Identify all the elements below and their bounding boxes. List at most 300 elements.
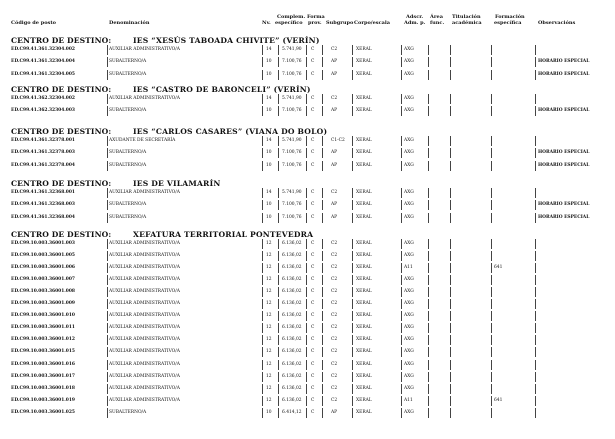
cell-divider [535, 384, 536, 394]
cell-sub: C2 [331, 253, 338, 259]
cell-divider [278, 311, 279, 321]
cell-divider [491, 239, 492, 249]
cell-divider [428, 200, 429, 210]
cell-divider [107, 360, 108, 370]
cell-divider [450, 360, 451, 370]
cell-forma: C [311, 301, 315, 307]
cell-divider [278, 335, 279, 345]
cell-divider [107, 70, 108, 80]
cell-divider [322, 335, 323, 345]
table-row [0, 199, 615, 210]
cell-divider [401, 200, 402, 210]
cell-divider [278, 57, 279, 67]
cell-divider [428, 263, 429, 273]
cell-adscr: AXG [404, 190, 414, 195]
cell-niv: 12 [266, 277, 272, 283]
cell-divider [107, 188, 108, 198]
section-name: IES “CARLOS CASARES” (VIANA DO BOLO) [133, 127, 328, 136]
cell-divider [306, 239, 307, 249]
cell-forma: C [311, 289, 315, 295]
cell-adscr: AXG [404, 71, 414, 77]
cell-code: ED.C99.41.361.32378.004 [11, 162, 75, 168]
cell-divider [322, 323, 323, 333]
cell-adscr: AXG [404, 138, 414, 143]
cell-forma: C [311, 325, 315, 331]
cell-divider [107, 106, 108, 116]
cell-corpo: XERAL [356, 47, 372, 52]
cell-denom: AUXILIAR ADMINISTRATIVO/A [109, 265, 180, 271]
cell-niv: 12 [266, 289, 272, 295]
cell-divider [450, 200, 451, 210]
cell-divider [450, 335, 451, 345]
section-name: IES “XESÚS TABOADA CHIVITE” (VERÍN) [133, 36, 320, 45]
cell-divider [428, 384, 429, 394]
cell-divider [352, 239, 353, 249]
cell-divider [535, 275, 536, 285]
cell-divider [428, 136, 429, 146]
cell-divider [107, 200, 108, 210]
cell-denom: SUBALTERNO/A [109, 162, 147, 168]
cell-divider [306, 148, 307, 158]
cell-divider [107, 148, 108, 158]
cell-divider [401, 347, 402, 357]
cell-corpo: XERAL [356, 190, 372, 195]
cell-divider [322, 106, 323, 116]
cell-denom: AUXILIAR ADMINISTRATIVO/A [109, 337, 180, 343]
cell-divider [428, 57, 429, 67]
table-row [0, 262, 615, 273]
cell-denom: AUXILIAR ADMINISTRATIVO/A [109, 373, 180, 379]
header-observacions: Observacións [538, 20, 576, 26]
cell-divider [450, 347, 451, 357]
table-row [0, 407, 615, 418]
cell-corpo: XERAL [356, 162, 372, 168]
cell-code: ED.C99.41.362.32304.002 [11, 96, 75, 101]
cell-divider [278, 200, 279, 210]
cell-divider [262, 239, 263, 249]
cell-code: ED.C99.41.361.32368.004 [11, 214, 75, 220]
cell-divider [535, 287, 536, 297]
cell-comp: 6.136,02 [282, 397, 302, 403]
cell-divider [352, 70, 353, 80]
cell-divider [491, 299, 492, 309]
cell-divider [262, 335, 263, 345]
table-row [0, 310, 615, 321]
cell-divider [262, 213, 263, 223]
cell-sub: C2 [331, 96, 338, 101]
cell-denom: AUXILIAR ADMINISTRATIVO/A [109, 397, 180, 403]
section-name: IES DE VILAMARÍN [133, 179, 221, 188]
cell-divider [352, 213, 353, 223]
cell-comp: 6.136,02 [282, 373, 302, 379]
table-row [0, 69, 615, 80]
cell-divider [401, 263, 402, 273]
cell-niv: 12 [266, 397, 272, 403]
cell-comp: 7.100,76 [282, 150, 302, 156]
section-name: IES “CASTRO DE BARONCELI” (VERÍN) [133, 85, 311, 94]
cell-divider [278, 287, 279, 297]
cell-divider [322, 136, 323, 146]
header-titulacion-2: académica [452, 20, 482, 26]
header-subgrupo: Subgrupo [326, 20, 354, 26]
cell-comp: 6.136,02 [282, 325, 302, 331]
cell-forma: C [311, 337, 315, 343]
cell-adscr: AXG [404, 301, 414, 307]
cell-code: ED.C99.10.003.36001.009 [11, 301, 75, 307]
cell-divider [352, 188, 353, 198]
cell-divider [352, 360, 353, 370]
cell-divider [428, 360, 429, 370]
cell-denom: SUBALTERNO/A [109, 108, 147, 114]
cell-divider [278, 136, 279, 146]
cell-sub: C2 [331, 241, 338, 246]
cell-denom: AUXILIAR ADMINISTRATIVO/A [109, 96, 180, 101]
cell-divider [262, 45, 263, 55]
cell-adscr: AXG [404, 361, 414, 367]
cell-divider [262, 200, 263, 210]
cell-divider [306, 287, 307, 297]
cell-sub: C2 [331, 385, 338, 391]
cell-comp: 5.741,90 [282, 47, 302, 52]
section-label: CENTRO DE DESTINO: [11, 230, 112, 239]
cell-niv: 10 [266, 59, 272, 65]
cell-divider [262, 263, 263, 273]
cell-divider [450, 213, 451, 223]
cell-denom: AUXILIAR ADMINISTRATIVO/A [109, 277, 180, 283]
cell-divider [450, 311, 451, 321]
cell-niv: 10 [266, 214, 272, 220]
header-adscr-2: Adm. p. [404, 20, 426, 26]
cell-divider [450, 384, 451, 394]
table-row [0, 359, 615, 370]
cell-corpo: XERAL [356, 96, 372, 101]
cell-forma: C [311, 190, 315, 195]
cell-niv: 10 [266, 108, 272, 114]
cell-niv: 10 [266, 409, 272, 415]
cell-divider [306, 323, 307, 333]
cell-denom: AUXILIAR ADMINISTRATIVO/A [109, 253, 180, 259]
cell-sub: C2 [331, 397, 338, 403]
cell-comp: 6.136,02 [282, 289, 302, 295]
table-row [0, 238, 615, 249]
cell-corpo: XERAL [356, 289, 372, 295]
cell-niv: 14 [266, 96, 272, 101]
cell-divider [107, 263, 108, 273]
cell-divider [262, 408, 263, 418]
header-niv: Nv. [262, 20, 271, 26]
cell-comp: 6.136,02 [282, 241, 302, 246]
cell-divider [107, 299, 108, 309]
table-row [0, 286, 615, 297]
cell-divider [107, 161, 108, 171]
cell-divider [428, 188, 429, 198]
cell-divider [262, 161, 263, 171]
cell-divider [491, 372, 492, 382]
cell-divider [306, 45, 307, 55]
cell-divider [491, 148, 492, 158]
cell-code: ED.C99.41.361.32368.003 [11, 202, 75, 208]
cell-divider [278, 372, 279, 382]
cell-denom: AUXILIAR ADMINISTRATIVO/A [109, 241, 180, 246]
cell-corpo: XERAL [356, 108, 372, 114]
cell-divider [278, 347, 279, 357]
cell-denom: AUXILIAR ADMINISTRATIVO/A [109, 190, 180, 195]
cell-divider [352, 136, 353, 146]
cell-divider [107, 275, 108, 285]
cell-code: ED.C99.10.003.36001.011 [11, 325, 75, 331]
cell-code: ED.C99.10.003.36001.025 [11, 409, 75, 415]
cell-divider [262, 70, 263, 80]
cell-obs: HORARIO ESPECIAL [538, 71, 590, 77]
cell-divider [322, 299, 323, 309]
cell-divider [401, 188, 402, 198]
cell-divider [322, 347, 323, 357]
cell-divider [535, 347, 536, 357]
cell-divider [401, 239, 402, 249]
cell-sub: AP [331, 409, 338, 415]
cell-divider [491, 70, 492, 80]
cell-divider [322, 94, 323, 104]
cell-forma: C [311, 409, 315, 415]
cell-divider [107, 136, 108, 146]
cell-adscr: AXG [404, 253, 414, 259]
cell-divider [535, 94, 536, 104]
cell-divider [491, 335, 492, 345]
cell-divider [352, 311, 353, 321]
cell-divider [278, 161, 279, 171]
cell-adscr: A11 [404, 397, 413, 403]
table-row [0, 298, 615, 309]
cell-divider [491, 311, 492, 321]
cell-divider [535, 200, 536, 210]
cell-denom: AUXILIAR ADMINISTRATIVO/A [109, 325, 180, 331]
cell-divider [306, 251, 307, 261]
cell-divider [450, 136, 451, 146]
cell-divider [306, 384, 307, 394]
cell-denom: AUXILIAR ADMINISTRATIVO/A [109, 313, 180, 319]
cell-adscr: A11 [404, 265, 413, 271]
cell-corpo: XERAL [356, 59, 372, 65]
cell-divider [107, 323, 108, 333]
cell-denom: SUBALTERNO/A [109, 214, 147, 220]
cell-divider [278, 408, 279, 418]
cell-divider [306, 408, 307, 418]
cell-divider [491, 396, 492, 406]
cell-comp: 7.100,76 [282, 214, 302, 220]
cell-divider [322, 239, 323, 249]
cell-divider [322, 275, 323, 285]
cell-sub: C2 [331, 361, 338, 367]
cell-divider [401, 161, 402, 171]
cell-divider [401, 323, 402, 333]
cell-divider [262, 148, 263, 158]
cell-adscr: AXG [404, 385, 414, 391]
cell-divider [352, 57, 353, 67]
cell-forma: C [311, 47, 315, 52]
cell-divider [107, 311, 108, 321]
cell-divider [278, 239, 279, 249]
cell-divider [306, 396, 307, 406]
table-row [0, 395, 615, 406]
cell-divider [352, 106, 353, 116]
table-row [0, 371, 615, 382]
cell-niv: 12 [266, 361, 272, 367]
cell-divider [262, 287, 263, 297]
cell-comp: 7.100,76 [282, 71, 302, 77]
cell-sub: AP [331, 108, 338, 114]
cell-divider [107, 45, 108, 55]
cell-divider [401, 106, 402, 116]
cell-code: ED.C99.41.361.32378.003 [11, 150, 75, 156]
cell-code: ED.C99.10.003.36001.016 [11, 361, 75, 367]
cell-divider [428, 251, 429, 261]
cell-divider [322, 70, 323, 80]
cell-divider [450, 263, 451, 273]
cell-denom: AUXILIAR ADMINISTRATIVO/A [109, 361, 180, 367]
cell-divider [401, 396, 402, 406]
cell-divider [428, 287, 429, 297]
cell-corpo: XERAL [356, 301, 372, 307]
cell-divider [322, 396, 323, 406]
cell-divider [401, 213, 402, 223]
cell-divider [322, 161, 323, 171]
cell-corpo: XERAL [356, 241, 372, 246]
cell-denom: SUBALTERNO/A [109, 150, 147, 156]
cell-divider [428, 94, 429, 104]
cell-corpo: XERAL [356, 337, 372, 343]
cell-comp: 6.136,02 [282, 301, 302, 307]
cell-divider [262, 384, 263, 394]
cell-divider [352, 45, 353, 55]
cell-niv: 14 [266, 138, 272, 143]
cell-niv: 12 [266, 313, 272, 319]
cell-forma: C [311, 150, 315, 156]
cell-divider [401, 70, 402, 80]
cell-divider [352, 384, 353, 394]
cell-divider [428, 213, 429, 223]
cell-divider [535, 136, 536, 146]
cell-divider [491, 323, 492, 333]
cell-divider [262, 94, 263, 104]
cell-divider [535, 251, 536, 261]
cell-denom: SUBALTERNO/A [109, 409, 147, 415]
header-complem-1: Complem. [277, 14, 306, 20]
cell-divider [450, 372, 451, 382]
cell-divider [306, 106, 307, 116]
cell-divider [450, 57, 451, 67]
table-row [0, 274, 615, 285]
cell-divider [107, 372, 108, 382]
section-name: XEFATURA TERRITORIAL PONTEVEDRA [133, 230, 314, 239]
cell-divider [262, 347, 263, 357]
cell-obs: HORARIO ESPECIAL [538, 202, 590, 208]
cell-divider [306, 335, 307, 345]
cell-divider [322, 188, 323, 198]
cell-divider [278, 360, 279, 370]
cell-divider [491, 200, 492, 210]
cell-divider [491, 188, 492, 198]
cell-divider [278, 396, 279, 406]
cell-divider [491, 136, 492, 146]
cell-forma: C [311, 373, 315, 379]
header-formacion-2: específica [494, 20, 522, 26]
cell-divider [278, 188, 279, 198]
cell-divider [535, 148, 536, 158]
cell-divider [306, 188, 307, 198]
cell-obs: HORARIO ESPECIAL [538, 162, 590, 168]
header-formacion-1: Formación [495, 14, 525, 20]
cell-forma: C [311, 313, 315, 319]
cell-divider [278, 263, 279, 273]
cell-divider [401, 94, 402, 104]
cell-divider [262, 57, 263, 67]
cell-divider [107, 251, 108, 261]
cell-divider [278, 70, 279, 80]
cell-niv: 12 [266, 253, 272, 259]
cell-niv: 12 [266, 241, 272, 246]
cell-code: ED.C99.41.361.32304.004 [11, 59, 75, 65]
cell-forma: C [311, 361, 315, 367]
cell-comp: 6.136,02 [282, 253, 302, 259]
cell-adscr: AXG [404, 108, 414, 114]
cell-divider [278, 45, 279, 55]
cell-divider [428, 45, 429, 55]
cell-divider [450, 251, 451, 261]
cell-niv: 12 [266, 301, 272, 307]
cell-divider [491, 384, 492, 394]
cell-divider [107, 94, 108, 104]
cell-divider [107, 335, 108, 345]
cell-comp: 6.136,02 [282, 349, 302, 355]
header-codigo: Código de posto [11, 20, 56, 26]
cell-divider [352, 148, 353, 158]
cell-adscr: AXG [404, 349, 414, 355]
table-row [0, 93, 615, 104]
cell-sub: C2 [331, 190, 338, 195]
cell-adscr: AXG [404, 202, 414, 208]
cell-divider [428, 335, 429, 345]
cell-divider [352, 275, 353, 285]
table-row [0, 212, 615, 223]
cell-divider [428, 408, 429, 418]
cell-divider [450, 94, 451, 104]
cell-comp: 6.136,02 [282, 385, 302, 391]
cell-divider [450, 275, 451, 285]
cell-corpo: XERAL [356, 214, 372, 220]
cell-niv: 10 [266, 71, 272, 77]
cell-corpo: XERAL [356, 138, 372, 143]
cell-denom: SUBALTERNO/A [109, 59, 147, 65]
cell-divider [401, 275, 402, 285]
cell-sub: C2 [331, 47, 338, 52]
cell-corpo: XERAL [356, 150, 372, 156]
cell-divider [401, 299, 402, 309]
cell-corpo: XERAL [356, 253, 372, 259]
cell-divider [352, 396, 353, 406]
cell-denom: AUXILIAR ADMINISTRATIVO/A [109, 301, 180, 307]
cell-denom: AUXILIAR ADMINISTRATIVO/A [109, 289, 180, 295]
cell-divider [450, 287, 451, 297]
cell-divider [322, 213, 323, 223]
cell-forma: C [311, 138, 315, 143]
cell-adscr: AXG [404, 409, 414, 415]
cell-comp: 5.741,90 [282, 190, 302, 195]
cell-divider [278, 275, 279, 285]
cell-divider [428, 323, 429, 333]
cell-divider [535, 70, 536, 80]
cell-divider [535, 311, 536, 321]
cell-divider [306, 275, 307, 285]
